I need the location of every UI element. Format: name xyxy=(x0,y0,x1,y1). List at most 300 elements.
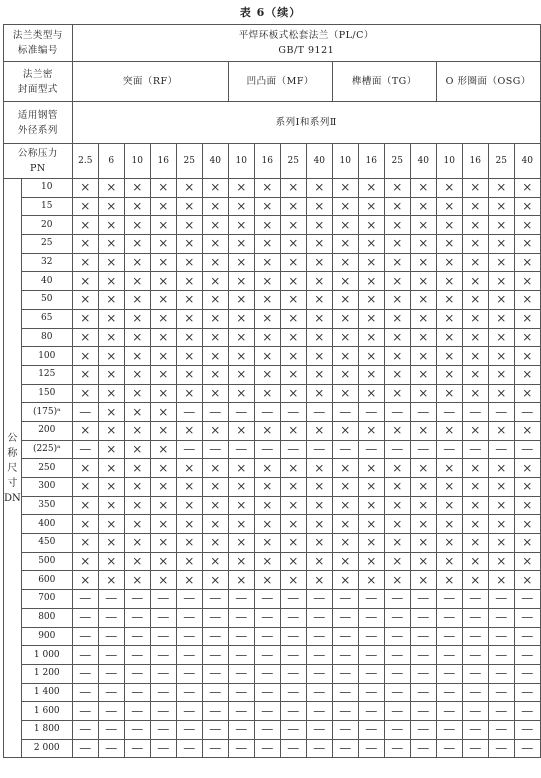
dn-side-label-char: DN xyxy=(4,492,21,504)
not-applicable-mark: — xyxy=(358,739,384,758)
dn-value-cell: 100 xyxy=(21,347,72,366)
not-applicable-mark: — xyxy=(98,608,124,627)
applicable-mark: × xyxy=(384,291,410,310)
applicable-mark: × xyxy=(436,459,462,478)
applicable-mark: × xyxy=(124,478,150,497)
applicable-mark: × xyxy=(306,272,332,291)
applicable-mark: × xyxy=(98,552,124,571)
applicable-mark: × xyxy=(254,478,280,497)
applicable-mark: × xyxy=(462,534,488,553)
not-applicable-mark: — xyxy=(72,683,98,702)
not-applicable-mark: — xyxy=(254,664,280,683)
applicable-mark: × xyxy=(254,347,280,366)
applicable-mark: × xyxy=(358,459,384,478)
applicable-mark: × xyxy=(436,253,462,272)
applicable-mark: × xyxy=(358,328,384,347)
applicable-mark: × xyxy=(124,384,150,403)
applicable-mark: × xyxy=(176,216,202,235)
not-applicable-mark: — xyxy=(462,590,488,609)
applicable-mark: × xyxy=(98,571,124,590)
applicable-mark: × xyxy=(306,496,332,515)
applicable-mark: × xyxy=(488,328,514,347)
applicable-mark: × xyxy=(306,384,332,403)
applicable-mark: × xyxy=(384,421,410,440)
dn-value-cell: 600 xyxy=(21,571,72,590)
dn-side-label-char: 寸 xyxy=(7,477,18,489)
not-applicable-mark: — xyxy=(72,702,98,721)
applicable-mark: × xyxy=(98,272,124,291)
applicable-mark: × xyxy=(228,216,254,235)
applicable-mark: × xyxy=(98,216,124,235)
not-applicable-mark: — xyxy=(280,683,306,702)
not-applicable-mark: — xyxy=(254,590,280,609)
applicable-mark: × xyxy=(254,421,280,440)
pn-label xyxy=(4,144,73,179)
pn-label-line2: PN xyxy=(30,163,46,174)
applicable-mark: × xyxy=(202,309,228,328)
applicable-mark: × xyxy=(150,365,176,384)
applicable-mark: × xyxy=(150,179,176,198)
applicable-mark: × xyxy=(306,534,332,553)
not-applicable-mark: — xyxy=(176,608,202,627)
not-applicable-mark: — xyxy=(514,739,540,758)
applicable-mark: × xyxy=(384,328,410,347)
not-applicable-mark: — xyxy=(410,664,436,683)
not-applicable-mark: — xyxy=(280,702,306,721)
not-applicable-mark: — xyxy=(358,664,384,683)
not-applicable-mark: — xyxy=(488,739,514,758)
not-applicable-mark: — xyxy=(280,608,306,627)
not-applicable-mark: — xyxy=(202,702,228,721)
not-applicable-mark: — xyxy=(384,440,410,459)
not-applicable-mark: — xyxy=(98,590,124,609)
not-applicable-mark: — xyxy=(72,627,98,646)
not-applicable-mark: — xyxy=(410,627,436,646)
applicable-mark: × xyxy=(436,571,462,590)
applicable-mark: × xyxy=(384,571,410,590)
not-applicable-mark: — xyxy=(124,627,150,646)
applicable-mark: × xyxy=(72,459,98,478)
not-applicable-mark: — xyxy=(202,608,228,627)
applicable-mark: × xyxy=(462,552,488,571)
not-applicable-mark: — xyxy=(98,627,124,646)
applicable-mark: × xyxy=(124,291,150,310)
not-applicable-mark: — xyxy=(254,608,280,627)
applicable-mark: × xyxy=(176,235,202,254)
not-applicable-mark: — xyxy=(72,720,98,739)
not-applicable-mark: — xyxy=(462,440,488,459)
not-applicable-mark: — xyxy=(462,608,488,627)
not-applicable-mark: — xyxy=(98,720,124,739)
applicable-mark: × xyxy=(124,459,150,478)
table-row xyxy=(4,179,541,198)
applicable-mark: × xyxy=(488,216,514,235)
not-applicable-mark: — xyxy=(384,627,410,646)
table-row xyxy=(4,534,541,553)
applicable-mark: × xyxy=(332,478,358,497)
applicable-mark: × xyxy=(228,328,254,347)
dn-value-cell: 500 xyxy=(21,552,72,571)
applicable-mark: × xyxy=(98,384,124,403)
table-row xyxy=(4,328,541,347)
not-applicable-mark: — xyxy=(514,403,540,422)
applicable-mark: × xyxy=(306,197,332,216)
applicable-mark: × xyxy=(410,384,436,403)
applicable-mark: × xyxy=(488,459,514,478)
not-applicable-mark: — xyxy=(436,403,462,422)
table-row xyxy=(4,739,541,758)
dn-value-cell: 50 xyxy=(21,291,72,310)
applicable-mark: × xyxy=(384,384,410,403)
not-applicable-mark: — xyxy=(202,683,228,702)
face-mf: 凹凸面（MF） xyxy=(228,62,332,102)
table-row xyxy=(4,664,541,683)
flange-table xyxy=(3,24,541,758)
applicable-mark: × xyxy=(410,272,436,291)
table-row xyxy=(4,608,541,627)
applicable-mark: × xyxy=(488,534,514,553)
applicable-mark: × xyxy=(332,179,358,198)
applicable-mark: × xyxy=(410,515,436,534)
applicable-mark: × xyxy=(384,272,410,291)
applicable-mark: × xyxy=(202,328,228,347)
dn-value-cell: 1 800 xyxy=(21,720,72,739)
table-row xyxy=(4,291,541,310)
table-row xyxy=(4,253,541,272)
not-applicable-mark: — xyxy=(202,440,228,459)
dn-value-cell: 250 xyxy=(21,459,72,478)
applicable-mark: × xyxy=(410,347,436,366)
not-applicable-mark: — xyxy=(436,702,462,721)
applicable-mark: × xyxy=(514,235,540,254)
applicable-mark: × xyxy=(124,534,150,553)
applicable-mark: × xyxy=(436,309,462,328)
pn-value-cell: 25 xyxy=(280,144,306,179)
dn-value-cell: 80 xyxy=(21,328,72,347)
applicable-mark: × xyxy=(488,478,514,497)
not-applicable-mark: — xyxy=(150,627,176,646)
not-applicable-mark: — xyxy=(254,646,280,665)
not-applicable-mark: — xyxy=(228,440,254,459)
applicable-mark: × xyxy=(254,552,280,571)
table-row xyxy=(4,720,541,739)
applicable-mark: × xyxy=(254,496,280,515)
applicable-mark: × xyxy=(332,235,358,254)
dn-value-cell: 20 xyxy=(21,216,72,235)
applicable-mark: × xyxy=(410,328,436,347)
applicable-mark: × xyxy=(410,478,436,497)
not-applicable-mark: — xyxy=(202,739,228,758)
sealing-face-label xyxy=(4,62,73,102)
not-applicable-mark: — xyxy=(98,646,124,665)
not-applicable-mark: — xyxy=(150,720,176,739)
dn-value-cell: 25 xyxy=(21,235,72,254)
not-applicable-mark: — xyxy=(384,590,410,609)
not-applicable-mark: — xyxy=(72,590,98,609)
applicable-mark: × xyxy=(462,235,488,254)
applicable-mark: × xyxy=(150,216,176,235)
not-applicable-mark: — xyxy=(462,403,488,422)
applicable-mark: × xyxy=(124,309,150,328)
not-applicable-mark: — xyxy=(202,403,228,422)
applicable-mark: × xyxy=(462,253,488,272)
applicable-mark: × xyxy=(228,291,254,310)
not-applicable-mark: — xyxy=(176,739,202,758)
applicable-mark: × xyxy=(488,272,514,291)
applicable-mark: × xyxy=(462,515,488,534)
not-applicable-mark: — xyxy=(176,720,202,739)
applicable-mark: × xyxy=(98,365,124,384)
table-row xyxy=(4,216,541,235)
applicable-mark: × xyxy=(384,534,410,553)
applicable-mark: × xyxy=(176,365,202,384)
applicable-mark: × xyxy=(98,515,124,534)
applicable-mark: × xyxy=(72,347,98,366)
applicable-mark: × xyxy=(98,347,124,366)
applicable-mark: × xyxy=(202,235,228,254)
applicable-mark: × xyxy=(514,534,540,553)
applicable-mark: × xyxy=(228,478,254,497)
applicable-mark: × xyxy=(176,384,202,403)
applicable-mark: × xyxy=(488,515,514,534)
applicable-mark: × xyxy=(358,197,384,216)
not-applicable-mark: — xyxy=(150,683,176,702)
not-applicable-mark: — xyxy=(488,590,514,609)
applicable-mark: × xyxy=(72,534,98,553)
applicable-mark: × xyxy=(98,440,124,459)
applicable-mark: × xyxy=(98,179,124,198)
applicable-mark: × xyxy=(410,571,436,590)
applicable-mark: × xyxy=(202,272,228,291)
applicable-mark: × xyxy=(306,365,332,384)
applicable-mark: × xyxy=(462,478,488,497)
applicable-mark: × xyxy=(98,328,124,347)
applicable-mark: × xyxy=(358,272,384,291)
applicable-mark: × xyxy=(488,347,514,366)
not-applicable-mark: — xyxy=(410,720,436,739)
applicable-mark: × xyxy=(436,365,462,384)
table-row xyxy=(4,272,541,291)
table-row xyxy=(4,646,541,665)
applicable-mark: × xyxy=(384,309,410,328)
not-applicable-mark: — xyxy=(124,664,150,683)
applicable-mark: × xyxy=(124,365,150,384)
not-applicable-mark: — xyxy=(72,403,98,422)
not-applicable-mark: — xyxy=(384,720,410,739)
not-applicable-mark: — xyxy=(306,683,332,702)
not-applicable-mark: — xyxy=(150,702,176,721)
applicable-mark: × xyxy=(384,216,410,235)
applicable-mark: × xyxy=(436,478,462,497)
applicable-mark: × xyxy=(358,216,384,235)
not-applicable-mark: — xyxy=(358,440,384,459)
applicable-mark: × xyxy=(358,179,384,198)
dn-value-cell: 2 000 xyxy=(21,739,72,758)
applicable-mark: × xyxy=(410,197,436,216)
applicable-mark: × xyxy=(280,571,306,590)
not-applicable-mark: — xyxy=(254,440,280,459)
not-applicable-mark: — xyxy=(488,403,514,422)
applicable-mark: × xyxy=(280,421,306,440)
not-applicable-mark: — xyxy=(488,646,514,665)
applicable-mark: × xyxy=(280,534,306,553)
applicable-mark: × xyxy=(72,365,98,384)
applicable-mark: × xyxy=(228,421,254,440)
not-applicable-mark: — xyxy=(150,608,176,627)
not-applicable-mark: — xyxy=(72,440,98,459)
applicable-mark: × xyxy=(280,235,306,254)
applicable-mark: × xyxy=(332,496,358,515)
applicable-mark: × xyxy=(254,571,280,590)
applicable-mark: × xyxy=(98,421,124,440)
pipe-series-value: 系列Ⅰ和系列Ⅱ xyxy=(72,102,540,144)
applicable-mark: × xyxy=(254,197,280,216)
table-row xyxy=(4,197,541,216)
flange-type-name: 平焊环板式松套法兰（PL/C） xyxy=(238,30,374,41)
not-applicable-mark: — xyxy=(280,664,306,683)
not-applicable-mark: — xyxy=(514,590,540,609)
applicable-mark: × xyxy=(462,197,488,216)
not-applicable-mark: — xyxy=(280,646,306,665)
applicable-mark: × xyxy=(462,459,488,478)
dn-side-label-char: 公 xyxy=(7,432,18,444)
applicable-mark: × xyxy=(384,197,410,216)
applicable-mark: × xyxy=(228,309,254,328)
applicable-mark: × xyxy=(280,384,306,403)
applicable-mark: × xyxy=(176,291,202,310)
not-applicable-mark: — xyxy=(306,627,332,646)
not-applicable-mark: — xyxy=(150,739,176,758)
not-applicable-mark: — xyxy=(202,590,228,609)
not-applicable-mark: — xyxy=(176,664,202,683)
applicable-mark: × xyxy=(384,235,410,254)
applicable-mark: × xyxy=(202,459,228,478)
applicable-mark: × xyxy=(358,571,384,590)
applicable-mark: × xyxy=(462,571,488,590)
applicable-mark: × xyxy=(462,347,488,366)
dn-value-cell: 1 000 xyxy=(21,646,72,665)
applicable-mark: × xyxy=(410,421,436,440)
not-applicable-mark: — xyxy=(176,646,202,665)
table-row xyxy=(4,478,541,497)
applicable-mark: × xyxy=(150,478,176,497)
applicable-mark: × xyxy=(358,365,384,384)
flange-standard-number: GB/T 9121 xyxy=(278,45,335,56)
applicable-mark: × xyxy=(98,478,124,497)
applicable-mark: × xyxy=(176,309,202,328)
not-applicable-mark: — xyxy=(176,440,202,459)
applicable-mark: × xyxy=(280,291,306,310)
dn-value-cell: 1 400 xyxy=(21,683,72,702)
not-applicable-mark: — xyxy=(176,627,202,646)
applicable-mark: × xyxy=(358,235,384,254)
applicable-mark: × xyxy=(176,179,202,198)
not-applicable-mark: — xyxy=(462,683,488,702)
not-applicable-mark: — xyxy=(228,683,254,702)
not-applicable-mark: — xyxy=(306,646,332,665)
not-applicable-mark: — xyxy=(332,702,358,721)
table-row xyxy=(4,421,541,440)
not-applicable-mark: — xyxy=(332,403,358,422)
dn-side-label-char: 尺 xyxy=(7,462,18,474)
not-applicable-mark: — xyxy=(254,683,280,702)
not-applicable-mark: — xyxy=(358,646,384,665)
applicable-mark: × xyxy=(280,272,306,291)
applicable-mark: × xyxy=(150,309,176,328)
dn-value-cell: 125 xyxy=(21,365,72,384)
dn-value-cell: (225)ᵃ xyxy=(21,440,72,459)
applicable-mark: × xyxy=(280,253,306,272)
applicable-mark: × xyxy=(358,384,384,403)
applicable-mark: × xyxy=(176,515,202,534)
not-applicable-mark: — xyxy=(436,683,462,702)
applicable-mark: × xyxy=(306,179,332,198)
not-applicable-mark: — xyxy=(228,664,254,683)
not-applicable-mark: — xyxy=(306,739,332,758)
not-applicable-mark: — xyxy=(306,590,332,609)
applicable-mark: × xyxy=(462,216,488,235)
not-applicable-mark: — xyxy=(98,702,124,721)
applicable-mark: × xyxy=(202,347,228,366)
pn-value-cell: 40 xyxy=(202,144,228,179)
dn-side-label xyxy=(4,179,22,758)
applicable-mark: × xyxy=(176,328,202,347)
applicable-mark: × xyxy=(436,552,462,571)
applicable-mark: × xyxy=(150,253,176,272)
applicable-mark: × xyxy=(410,291,436,310)
not-applicable-mark: — xyxy=(488,683,514,702)
not-applicable-mark: — xyxy=(332,720,358,739)
not-applicable-mark: — xyxy=(228,627,254,646)
applicable-mark: × xyxy=(124,253,150,272)
applicable-mark: × xyxy=(202,552,228,571)
applicable-mark: × xyxy=(124,552,150,571)
applicable-mark: × xyxy=(280,552,306,571)
applicable-mark: × xyxy=(410,179,436,198)
not-applicable-mark: — xyxy=(436,440,462,459)
not-applicable-mark: — xyxy=(514,440,540,459)
not-applicable-mark: — xyxy=(332,440,358,459)
applicable-mark: × xyxy=(514,253,540,272)
applicable-mark: × xyxy=(384,253,410,272)
not-applicable-mark: — xyxy=(176,702,202,721)
not-applicable-mark: — xyxy=(332,608,358,627)
applicable-mark: × xyxy=(436,384,462,403)
not-applicable-mark: — xyxy=(488,664,514,683)
applicable-mark: × xyxy=(228,515,254,534)
applicable-mark: × xyxy=(514,179,540,198)
dn-value-cell: 1 600 xyxy=(21,702,72,721)
applicable-mark: × xyxy=(72,571,98,590)
not-applicable-mark: — xyxy=(228,590,254,609)
applicable-mark: × xyxy=(514,291,540,310)
flange-type-label-line1: 法兰类型与 xyxy=(12,30,63,41)
applicable-mark: × xyxy=(254,309,280,328)
pn-value-cell: 10 xyxy=(436,144,462,179)
applicable-mark: × xyxy=(228,459,254,478)
table-caption: 表 6（续） xyxy=(239,6,302,19)
applicable-mark: × xyxy=(332,291,358,310)
applicable-mark: × xyxy=(462,328,488,347)
applicable-mark: × xyxy=(202,253,228,272)
applicable-mark: × xyxy=(202,384,228,403)
applicable-mark: × xyxy=(514,496,540,515)
table-row xyxy=(4,515,541,534)
applicable-mark: × xyxy=(332,552,358,571)
applicable-mark: × xyxy=(514,571,540,590)
applicable-mark: × xyxy=(384,347,410,366)
not-applicable-mark: — xyxy=(176,403,202,422)
